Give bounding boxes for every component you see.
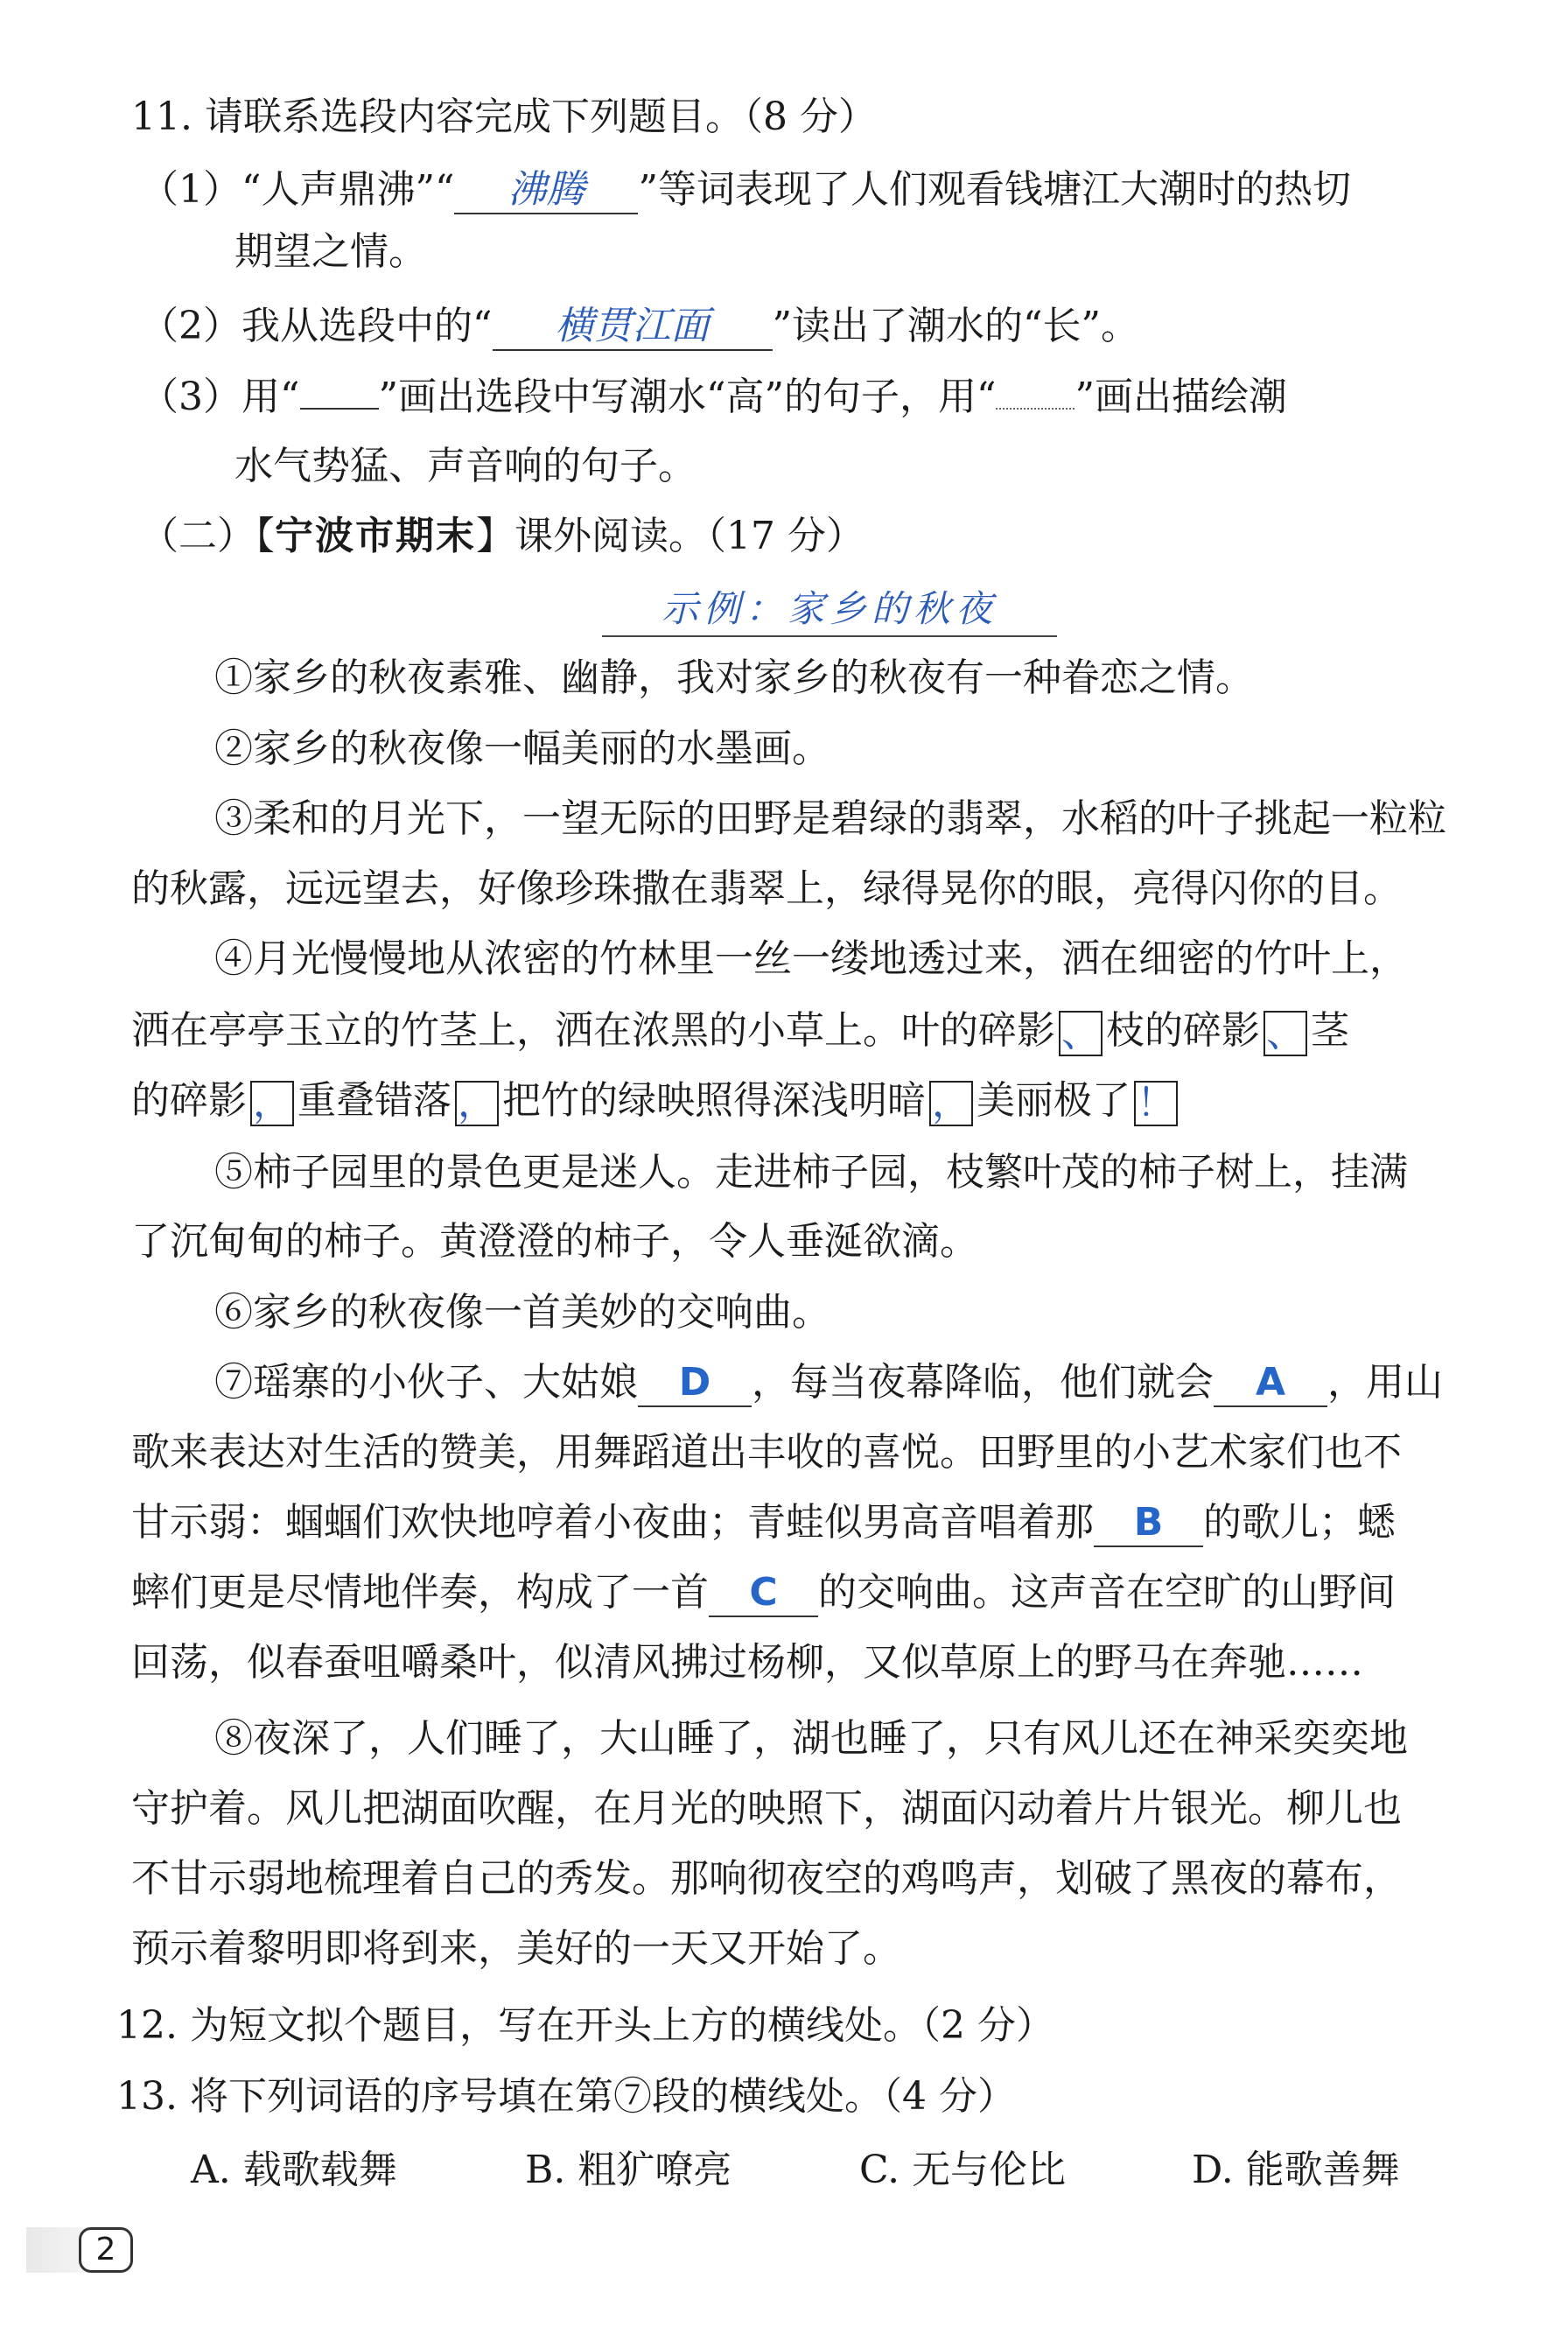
q11-part1 bbox=[140, 164, 1351, 216]
passage-p2: ②家乡的秋夜像一幅美丽的水墨画。 bbox=[214, 726, 830, 771]
p7-text-6: 蟀们更是尽情地伴奏，构成了一首 bbox=[131, 1570, 709, 1615]
page-number: 2 bbox=[79, 2227, 133, 2273]
punct-box-5[interactable]: ， bbox=[929, 1081, 973, 1126]
p7-text-7: 的交响曲。这声音在空旷的山野间 bbox=[818, 1570, 1396, 1615]
q11-part1-continued: 期望之情。 bbox=[234, 229, 427, 274]
p4-text-5: 重叠错落 bbox=[298, 1078, 452, 1123]
punct-box-6[interactable]: ！ bbox=[1134, 1081, 1178, 1126]
punct-box-3[interactable]: ， bbox=[250, 1081, 294, 1126]
q11-part1-blank[interactable] bbox=[454, 167, 638, 214]
q11-part2 bbox=[140, 300, 1139, 353]
q11-part3-text-c: ”画出描绘潮 bbox=[1074, 375, 1287, 419]
punct-box-4[interactable]: ， bbox=[455, 1081, 499, 1126]
passage-p7-line5: 回荡，似春蚕咀嚼桑叶，似清风拂过杨柳，又似草原上的野马在奔驰…… bbox=[131, 1640, 1363, 1685]
option-a: A. 载歌载舞 bbox=[191, 2148, 397, 2192]
q11-part2-text-a: （2）我从选段中的“ bbox=[140, 304, 493, 348]
p7-answer-4: C bbox=[749, 1570, 778, 1615]
passage-p8-line1: ⑧夜深了，人们睡了，大山睡了，湖也睡了，只有风儿还在神采奕奕地 bbox=[214, 1716, 1408, 1761]
passage-p1: ①家乡的秋夜素雅、幽静，我对家乡的秋夜有一种眷恋之情。 bbox=[214, 655, 1254, 700]
q11-part3-continued: 水气势猛、声音响的句子。 bbox=[234, 444, 696, 488]
passage-p4-line1: ④月光慢慢地从浓密的竹林里一丝一缕地透过来，洒在细密的竹叶上， bbox=[214, 936, 1408, 981]
p7-blank-4[interactable] bbox=[709, 1570, 818, 1617]
passage-p7-line2: 歌来表达对生活的赞美，用舞蹈道出丰收的喜悦。田野里的小艺术家们也不 bbox=[131, 1430, 1402, 1475]
passage-p8-line2: 守护着。风儿把湖面吹醒，在月光的映照下，湖面闪动着片片银光。柳儿也 bbox=[131, 1786, 1402, 1831]
passage-p4-line3 bbox=[131, 1075, 1181, 1127]
passage-p7-line4 bbox=[131, 1567, 1396, 1619]
option-d: D. 能歌善舞 bbox=[1192, 2148, 1400, 2192]
p7-blank-1[interactable] bbox=[638, 1360, 752, 1407]
passage-p7-line3 bbox=[131, 1496, 1396, 1549]
p4-text-6: 把竹的绿映照得深浅明暗 bbox=[502, 1078, 926, 1123]
q11-part2-answer: 横贯江面 bbox=[555, 304, 710, 348]
option-b: B. 粗犷嘹亮 bbox=[525, 2148, 732, 2192]
q11-stem: 11. 请联系选段内容完成下列题目。（8 分） bbox=[131, 95, 877, 139]
passage-p3-line1: ③柔和的月光下，一望无际的田野是碧绿的翡翠，水稻的叶子挑起一粒粒 bbox=[214, 796, 1446, 841]
p7-text-2: ，每当夜幕降临，他们就会 bbox=[752, 1360, 1214, 1405]
q11-part2-text-b: ”读出了潮水的“长”。 bbox=[772, 304, 1139, 348]
punct-box-2[interactable]: 、 bbox=[1264, 1011, 1307, 1056]
section2-suffix: 】课外阅读。（17 分） bbox=[476, 514, 864, 558]
punct-box-1[interactable]: 、 bbox=[1059, 1011, 1102, 1056]
p4-text-3: 茎 bbox=[1311, 1008, 1349, 1053]
straight-line-mark bbox=[300, 373, 379, 410]
passage-p3-line2: 的秋露，远远望去，好像珍珠撒在翡翠上，绿得晃你的眼，亮得闪你的目。 bbox=[131, 866, 1402, 911]
p7-answer-1: D bbox=[678, 1360, 711, 1405]
q11-part3-text-a: （3）用“ bbox=[140, 375, 300, 419]
q12-stem: 12. 为短文拟个题目，写在开头上方的横线处。（2 分） bbox=[116, 2003, 1054, 2048]
p7-blank-3[interactable] bbox=[1094, 1500, 1203, 1547]
passage-p8-line3: 不甘示弱地梳理着自己的秀发。那响彻夜空的鸡鸣声，划破了黑夜的幕布， bbox=[131, 1856, 1402, 1901]
q11-part2-blank[interactable] bbox=[493, 304, 773, 351]
wavy-line-mark bbox=[996, 390, 1074, 410]
section2-prefix: （二）【 bbox=[140, 514, 275, 558]
q11-part1-text-a: （1）“人声鼎沸”“ bbox=[140, 167, 455, 212]
p4-text-4: 的碎影 bbox=[131, 1078, 247, 1123]
q11-part3-text-b: ”画出选段中写潮水“高”的句子，用“ bbox=[378, 375, 997, 419]
p7-text-3: ，用山 bbox=[1327, 1360, 1443, 1405]
passage-p5-line2: 了沉甸甸的柿子。黄澄澄的柿子，令人垂涎欲滴。 bbox=[131, 1219, 978, 1264]
p7-text-4: 甘示弱：蝈蝈们欢快地哼着小夜曲；青蛙似男高音唱着那 bbox=[131, 1500, 1094, 1545]
q11-part3 bbox=[140, 371, 1287, 424]
section2-heading bbox=[140, 510, 864, 563]
p7-answer-3: B bbox=[1133, 1500, 1164, 1545]
option-c: C. 无与伦比 bbox=[859, 2148, 1067, 2192]
p4-text-7: 美丽极了 bbox=[976, 1078, 1130, 1123]
q11-part1-answer: 沸腾 bbox=[508, 167, 585, 212]
page-number-tab bbox=[26, 2227, 136, 2273]
p7-answer-2: A bbox=[1255, 1360, 1286, 1405]
q11-part1-text-b: ”等词表现了人们观看钱塘江大潮时的热切 bbox=[638, 167, 1351, 212]
p4-text-2: 枝的碎影 bbox=[1106, 1008, 1260, 1053]
p4-text-1: 洒在亭亭玉立的竹茎上，洒在浓黑的小草上。叶的碎影 bbox=[131, 1008, 1055, 1053]
p7-text-1: ⑦瑶寨的小伙子、大姑娘 bbox=[214, 1360, 638, 1405]
passage-title-answer[interactable]: 示例：家乡的秋夜 bbox=[602, 583, 1057, 637]
passage-p5-line1: ⑤柿子园里的景色更是迷人。走进柿子园，枝繁叶茂的柿子树上，挂满 bbox=[214, 1150, 1408, 1195]
passage-p4-line2 bbox=[131, 1005, 1349, 1057]
q13-stem: 13. 将下列词语的序号填在第⑦段的横线处。（4 分） bbox=[116, 2074, 1016, 2119]
passage-p8-line4: 预示着黎明即将到来，美好的一天又开始了。 bbox=[131, 1926, 901, 1971]
section2-source-tag: 宁波市期末 bbox=[275, 514, 476, 558]
passage-p6: ⑥家乡的秋夜像一首美妙的交响曲。 bbox=[214, 1290, 830, 1335]
passage-p7-line1 bbox=[214, 1356, 1443, 1409]
p7-text-5: 的歌儿；蟋 bbox=[1203, 1500, 1396, 1545]
p7-blank-2[interactable] bbox=[1214, 1360, 1327, 1407]
